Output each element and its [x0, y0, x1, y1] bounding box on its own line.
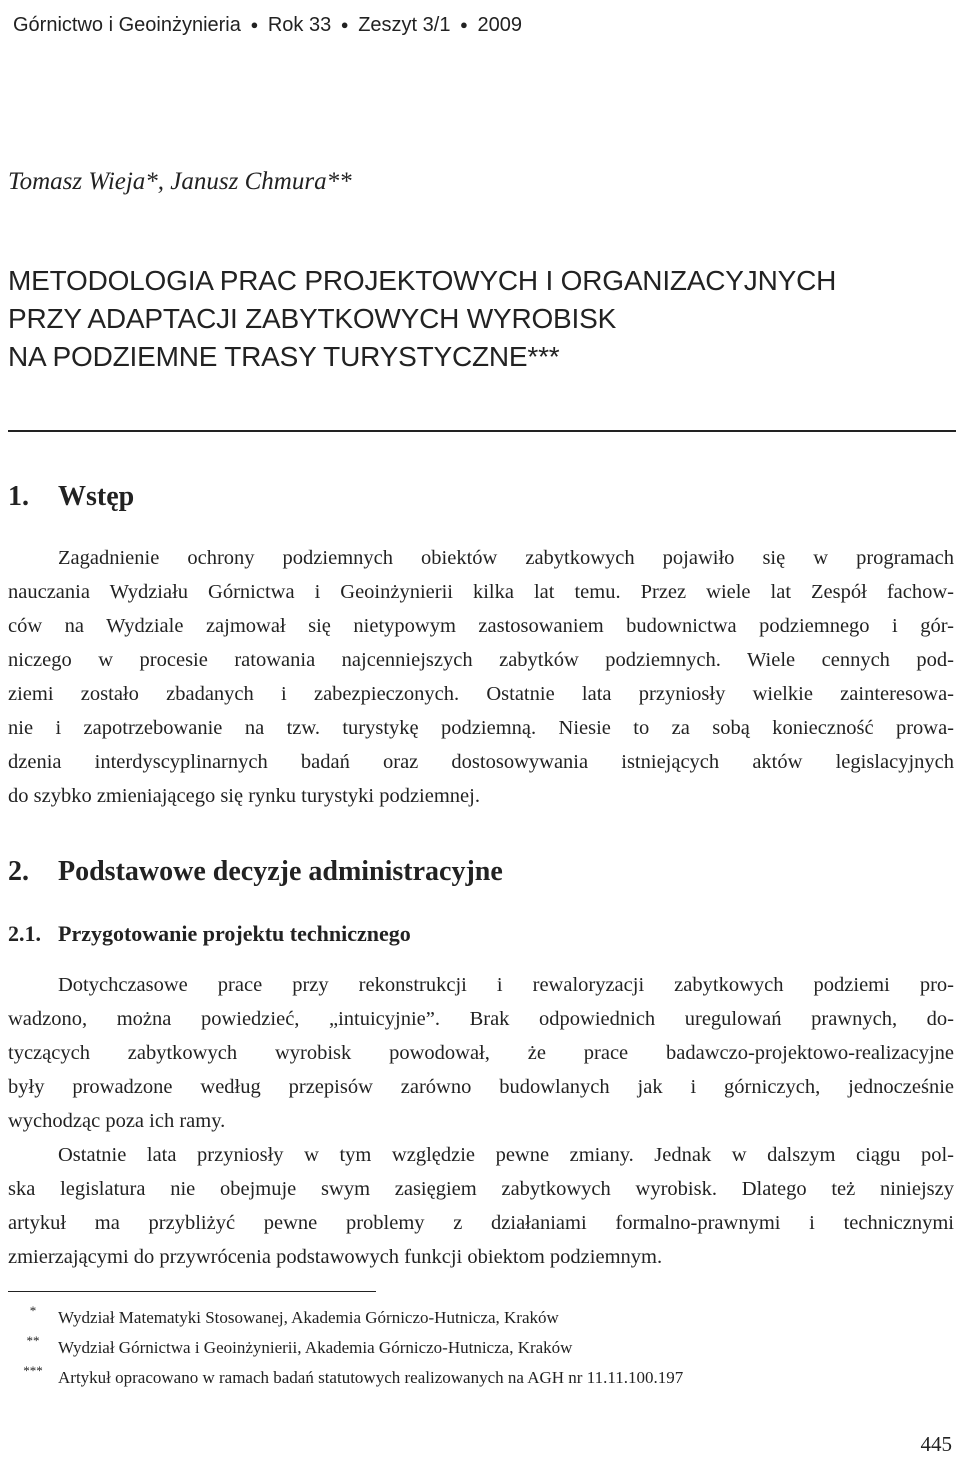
subsection-title: Przygotowanie projektu technicznego: [58, 921, 411, 946]
journal-issue: Zeszyt 3/1: [358, 14, 451, 36]
footnote-mark: *: [29, 1303, 37, 1318]
journal-year: 2009: [477, 14, 522, 36]
separator-dot: ●: [460, 17, 468, 32]
section-heading-decisions: [8, 856, 503, 888]
paragraph-line: ców na Wydziale zajmował się nietypowym zastosowaniem budownictwa podziemnego i gór-: [8, 615, 954, 637]
journal-header: [13, 14, 522, 37]
paragraph-line: ziemi zostało zbadanych i zabezpieczonych. Ostatnie lata przyniosły wielkie zainteresowa-: [8, 683, 954, 705]
subsection-heading-project: [8, 921, 411, 947]
paragraph-line: Zagadnienie ochrony podziemnych obiektów zabytkowych pojawiło się w programach: [58, 547, 954, 569]
journal-name: Górnictwo i Geoinżynieria: [13, 14, 241, 36]
footnote: [8, 1303, 559, 1328]
separator-dot: ●: [340, 17, 349, 32]
title-line: NA PODZIEMNE TRASY TURYSTYCZNE***: [8, 341, 560, 372]
title-line: PRZY ADAPTACJI ZABYTKOWYCH WYROBISK: [8, 303, 617, 334]
title-divider: [8, 430, 956, 432]
section-number: 2.: [8, 856, 29, 887]
paragraph-line: ska legislatura nie obejmuje swym zasięgiem zabytkowych wyrobisk. Dlatego też niniejszy: [8, 1178, 954, 1200]
title-line: METODOLOGIA PRAC PROJEKTOWYCH I ORGANIZACYJNYCH: [8, 265, 837, 296]
intro-paragraph: [8, 541, 954, 813]
paper-title: [8, 262, 948, 376]
footnote-text: Artykuł opracowano w ramach badań statutowych realizowanych na AGH nr 11.11.100.197: [58, 1368, 684, 1387]
paragraph-line: do szybko zmieniającego się rynku turystyki podziemnej.: [8, 785, 480, 807]
separator-dot: ●: [250, 17, 259, 32]
authors: Tomasz Wieja*, Janusz Chmura**: [8, 168, 352, 195]
paragraph-line: Ostatnie lata przyniosły w tym względzie pewne zmiany. Jednak w dalszym ciągu pol-: [58, 1144, 954, 1166]
project-paragraph-2: [8, 1138, 954, 1274]
paragraph-line: nauczania Wydziału Górnictwa i Geoinżynierii kilka lat temu. Przez wiele lat Zespół fachow-: [8, 581, 954, 603]
paragraph-line: nie i zapotrzebowanie na tzw. turystykę podziemną. Niesie to za sobą konieczność prowa-: [8, 717, 954, 739]
paragraph-line: tyczących zabytkowych wyrobisk powodował, że prace badawczo-projektowo-realizacyjne: [8, 1042, 954, 1064]
section-title: Wstęp: [58, 481, 135, 512]
footnote-mark: **: [26, 1333, 40, 1348]
paragraph-line: zmierzającymi do przywrócenia podstawowych funkcji obiektom podziemnym.: [8, 1246, 663, 1268]
footnote-mark: ***: [23, 1363, 43, 1378]
paragraph-line: Dotychczasowe prace przy rekonstrukcji i rewaloryzacji zabytkowych podziemi pro-: [58, 974, 954, 996]
project-paragraph-1: [8, 968, 954, 1138]
paragraph-line: były prowadzone według przepisów zarówno budowlanych jak i górniczych, jednocześnie: [8, 1076, 954, 1098]
paragraph-line: wadzono, można powiedzieć, „intuicyjnie”. Brak odpowiednich uregulowań prawnych, do-: [8, 1008, 954, 1030]
paragraph-line: artykuł ma przybliżyć pewne problemy z działaniami formalno-prawnymi i technicznymi: [8, 1212, 954, 1234]
section-title: Podstawowe decyzje administracyjne: [58, 856, 503, 887]
footnote-text: Wydział Matematyki Stosowanej, Akademia Górniczo-Hutnicza, Kraków: [58, 1308, 559, 1327]
paragraph-line: wychodząc poza ich ramy.: [8, 1110, 226, 1132]
journal-year-label: Rok 33: [267, 14, 332, 36]
page-number: 445: [920, 1432, 952, 1456]
paragraph-line: dzenia interdyscyplinarnych badań oraz dostosowywania istniejących aktów legislacyjnych: [8, 751, 954, 773]
section-heading-intro: [8, 481, 134, 513]
footnote-text: Wydział Górnictwa i Geoinżynierii, Akademia Górniczo-Hutnicza, Kraków: [58, 1338, 573, 1357]
subsection-number: 2.1.: [8, 921, 41, 946]
section-number: 1.: [8, 481, 29, 512]
paragraph-line: niczego w procesie ratowania najcenniejszych zabytków podziemnych. Wiele cennych pod-: [8, 649, 954, 671]
footnote-divider: [8, 1291, 376, 1292]
footnote: [8, 1333, 573, 1358]
footnote: [8, 1363, 684, 1388]
